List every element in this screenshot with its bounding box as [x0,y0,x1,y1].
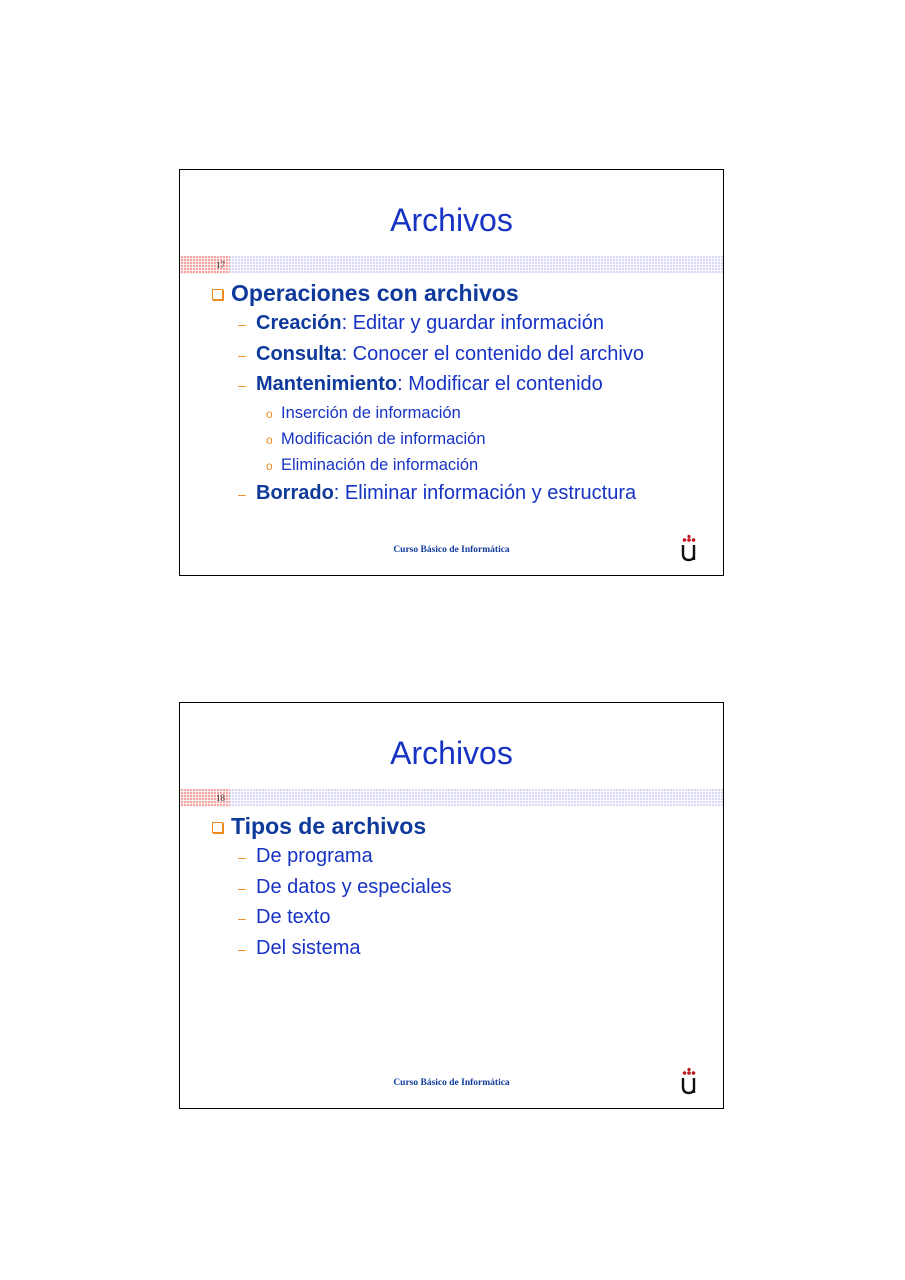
item-text: De datos y especiales [256,875,452,898]
dash-bullet: – [238,346,246,363]
university-logo-icon [680,534,698,562]
item-term: Consulta [256,342,342,365]
list-item [238,872,713,903]
dash-bullet: – [238,879,246,896]
slide-title: Archivos [390,202,513,238]
bullet-heading [212,811,713,841]
dash-bullet: – [238,485,246,502]
list-item [238,841,713,872]
item-term: Mantenimiento [256,373,398,395]
sub-list-item [266,400,713,426]
sub-item-text: Eliminación de información [281,455,479,474]
slide-content [212,278,713,508]
circle-bullet: o [266,432,273,447]
slide-17 [179,169,724,576]
slide-footer: Curso Básico de Informática [393,1078,510,1088]
sub-list-item [266,426,713,452]
slide-footer: Curso Básico de Informática [393,545,510,555]
item-term: Borrado [256,481,334,504]
circle-bullet: o [266,458,273,473]
circle-bullet: o [266,406,273,421]
dash-bullet: – [238,849,246,865]
item-description: : Conocer el contenido del archivo [341,342,644,365]
slide-18 [179,702,724,1109]
heading-text: Operaciones con archivos [231,280,519,306]
sub-list-item [266,452,713,478]
item-description: : Eliminar información y estructura [333,481,637,504]
item-term: Creación [256,312,342,334]
dash-bullet: – [238,377,246,393]
slide-number: 18 [216,793,225,803]
square-bullet-icon [212,289,223,300]
list-item [238,478,713,509]
sub-item-text: Inserción de información [281,403,461,422]
item-text: De texto [256,906,331,928]
item-description: : Modificar el contenido [397,373,603,395]
university-logo-icon [680,1067,698,1095]
item-text: De programa [256,845,373,867]
sub-item-text: Modificación de información [281,429,486,448]
item-description: : Editar y guardar información [341,312,604,334]
decorative-band [180,256,723,274]
heading-text: Tipos de archivos [231,813,427,839]
list-item [238,339,713,370]
list-item [238,369,713,400]
item-text: Del sistema [256,936,361,959]
slide-content [212,811,713,963]
dash-bullet: – [238,910,246,926]
dash-bullet: – [238,316,246,332]
square-bullet-icon [212,822,223,833]
decorative-band [180,789,723,807]
list-item [238,902,713,933]
list-item [238,933,713,964]
list-item [238,308,713,339]
slide-number: 17 [216,260,225,270]
slide-title: Archivos [390,735,513,771]
bullet-heading [212,278,713,308]
dash-bullet: – [238,940,246,957]
